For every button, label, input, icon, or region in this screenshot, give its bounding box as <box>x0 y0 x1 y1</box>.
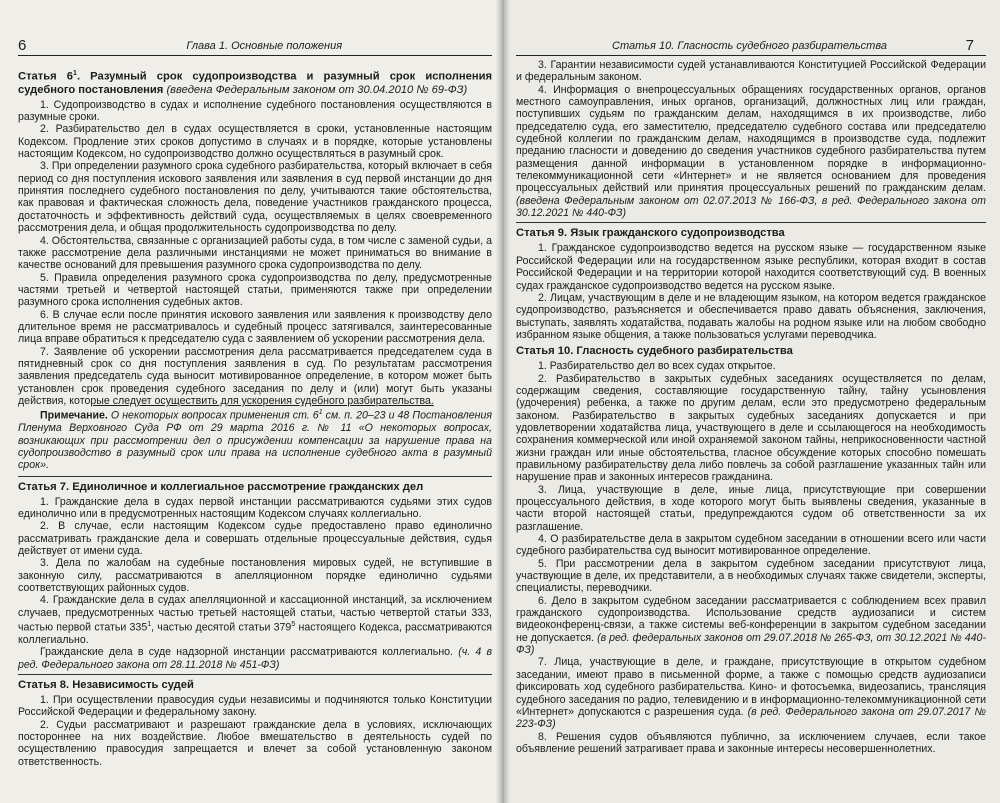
article-8-para-4 <box>516 84 986 220</box>
article-7-para-5-amend: (ч. 4 в ред. Федерального закона от 28.11.2018 № 451-ФЗ) <box>18 646 493 671</box>
note-label: Примечание. <box>40 409 108 422</box>
article-10-para-1: 1. Разбирательство дел во всех судах открытое. <box>538 360 776 373</box>
article-9-heading: Статья 9. Язык гражданского судопроизводства <box>516 227 785 240</box>
divider <box>516 222 986 223</box>
article-6-1-para-7-underlined: рые следует осуществить для ускорения судебного разбирательства. <box>90 394 434 407</box>
article-10-para-2: 2. Разбирательство в закрытых судебных заседаниях осуществляется по делам, содержащим сведения, составляющие государственную тайну, тайну усыновления (удочерения) ребенка, а также по другим делам, если это предусмотрено федеральным законом. Разбирательство в закрытых судебных заседаниях допускается и при удовлетворении ходатайства лица, участвующего в деле и ссылающегося на необходимость сохранения коммерческой или иной охраняемой законом тайны, неприкосновенности частной жизни граждан или иные обстоятельства, гласное обсуждение которых способно помешать правильному разбирательству дела либо повлечь за собой разглашение указанных тайн или нарушение прав и законных интересов гражданина. <box>516 372 986 484</box>
article-6-1-heading-rest: . Разумный срок судопроизводства и разумный срок исполнения судебного постановления <box>18 70 492 96</box>
article-10-heading: Статья 10. Гласность судебного разбирательства <box>516 345 793 358</box>
divider <box>18 674 492 675</box>
article-7-heading: Статья 7. Единоличное и коллегиальное рассмотрение гражданских дел <box>18 480 424 493</box>
note-text-b: см. п. 20–23 и 48 Постановления Пленума Верховного Суда РФ от 29 марта 2016 г. № 11 «О некоторых вопросах, возникающих при рассмотрении дел о присуждении компенсации за нарушение права на судопроизводство в разумный срок или права на исполнение судебного акта в разумный срок». <box>18 409 492 472</box>
article-6-1-para-5: 5. Правила определения разумного срока судопроизводства по делу, предусмотренные частями третьей и четвертой настоящей статьи, применяются также при определении разумного срока исполнения судебных актов. <box>18 271 492 309</box>
article-10-para-6 <box>516 595 986 657</box>
article-10-para-5: 5. При рассмотрении дела в закрытом судебном заседании присутствуют лица, участвующие в деле, их представители, а в необходимых случаях также свидетели, эксперты, специалисты, переводчики. <box>516 557 986 595</box>
article-10-para-7-a: 7. Лица, участвующие в деле, и граждане, присутствующие в открытом судебном заседании, имеют право в письменной форме, а также с помощью средств аудиозаписи фиксировать ход судебного разбирательства. Кино- и фотосъемка, видеозапись, трансляция судебного заседания по радио, телевидению и в информационно-телекоммуникационной сети «Интернет» допускаются с разрешения суда. <box>516 656 986 718</box>
article-7-para-4-a: 4. Гражданские дела в судах апелляционной и кассационной инстанций, за исключением случаев, предусмотренных частью третьей настоящей статьи, частью четвертой статьи 333, частью первой статьи 335 <box>18 594 492 634</box>
page-number-right: 7 <box>965 36 974 54</box>
note-text-a: О некоторых вопросах применения ст. 6 <box>107 409 319 422</box>
article-10-para-6-amend: (в ред. федеральных законов от 29.07.2018 № 265-ФЗ, от 30.12.2021 № 440-ФЗ) <box>516 631 986 657</box>
article-8-heading: Статья 8. Независимость судей <box>18 678 194 691</box>
note-sup: 1 <box>318 409 323 417</box>
article-8-para-4-a: 4. Информация о внепроцессуальных обращениях государственных органов, органов местного самоуправления, иных органов, организаций, должностных лиц или граждан, поступивших судьям по гражданским делам, находящимся в их производстве, либо председателю суда, его заместителю, председателю судебного состава или председателю судебной коллегии по гражданским делам, находящимся в производстве суда, подлежит преданию гласности и доведению до сведения участников судебного разбирательства путем размещения данной информации в установленном порядке в информационно-телекоммуникационной сети «Интернет» и не является основанием для проведения процессуальных действий или принятия процессуальных решений по гражданским делам. <box>516 83 986 195</box>
article-6-1-heading <box>18 67 492 97</box>
article-9-para-2: 2. Лицам, участвующим в деле и не владеющим языком, на котором ведется гражданское судопроизводство, разъясняется и обеспечивается право давать объяснения, заключения, выступать, заявлять ходатайства, подавать жалобы на родном языке или на любом свободно избранном языке общения, а также пользоваться услугами переводчика. <box>516 291 986 341</box>
article-7-para-5-a: Гражданские дела в суде надзорной инстанции рассматриваются коллегиально. <box>40 646 459 659</box>
article-6-1-para-4: 4. Обстоятельства, связанные с организацией работы суда, в том числе с заменой судьи, а также рассмотрение дела различными инстанциями не может приниматься во внимание в качестве оснований для превышения разумного срока судопроизводства по делу. <box>18 234 492 272</box>
article-6-1-para-7 <box>18 346 492 408</box>
article-6-1-heading-sup: 1 <box>73 70 77 77</box>
article-7-para-4 <box>18 594 492 646</box>
article-6-1-para-3: 3. При определении разумного срока судебного разбирательства, который включает в себя период со дня поступления искового заявления или заявления в суд первой инстанции до дня принятия последнего судебного постановления по делу, учитываются такие обстоятельства, как правовая и фактическая сложность дела, поведение участников гражданского процесса, достаточность и эффективность действий суда, осуществляемых в целях своевременного рассмотрения дела, и общая продолжительность судопроизводства по делу. <box>18 160 492 235</box>
article-9-para-1: 1. Гражданское судопроизводство ведется на русском языке — государственном языке Российской Федерации или на государственном языке республики, которая входит в состав Российской Федерации и на территории которой находится соответствующий суд. В военных судах гражданское судопроизводство ведется на русском языке. <box>516 242 986 292</box>
article-6-1-para-7-start: 7. Заявление об ускорении рассмотрения дела рассматривается председателем суда в пятидневный срок со дня поступления заявления в суд. По результатам рассмотрения заявления председатель суда выносит мотивированное определение, в котором может быть установлен срок проведения судебного заседания по делу и (или) могут быть указаны действия, кото <box>18 345 492 407</box>
article-10-para-7-amend: (в ред. Федерального закона от 29.07.2017 № 223-ФЗ) <box>516 705 986 731</box>
article-6-1-para-2: 2. Разбирательство дел в судах осуществляется в сроки, установленные настоящим Кодексом. Продление этих сроков допустимо в случаях и в порядке, которые установлены настоящим Кодексом, но судопроизводство должно осуществляться в разумный срок. <box>18 123 492 161</box>
left-page-content <box>18 56 492 768</box>
page-number-left: 6 <box>18 36 27 54</box>
article-10-para-8: 8. Решения судов объявляются публично, за исключением случаев, если такое объявление решений затрагивает права и законные интересы несовершеннолетних. <box>516 730 986 755</box>
article-7-para-2: 2. В случае, если настоящим Кодексом судье предоставлено право единолично рассматривать гражданские дела и совершать отдельные процессуальные действия, судья действует от имени суда. <box>18 520 492 557</box>
article-7-para-1: 1. Гражданские дела в судах первой инстанции рассматриваются судьями этих судов единолично или в предусмотренных настоящим Кодексом случаях коллегиально. <box>18 495 492 520</box>
article-10-para-6-a: 6. Дело в закрытом судебном заседании рассматривается с соблюдением всех правил гражданского судопроизводства. Использование средств аудиозаписи и систем видеоконференц-связи, а также системы веб-конференции в закрытом судебном заседании не допускается. <box>516 594 986 644</box>
article-8-para-2: 2. Судьи рассматривают и разрешают гражданские дела в условиях, исключающих постороннее на них воздействие. Любое вмешательство в деятельность судей по осуществлению правосудия запрещается и влечет за собой установленную законом ответственность. <box>18 718 492 768</box>
running-head-title-left: Глава 1. Основные положения <box>186 39 343 52</box>
book-gutter-shadow <box>496 0 510 803</box>
article-6-1-heading-text: Статья 6 <box>18 70 74 83</box>
article-10-para-7 <box>516 656 986 730</box>
article-7-para-5 <box>18 646 492 671</box>
article-7-para-4-sup1: 1 <box>147 621 152 629</box>
article-8-para-1: 1. При осуществлении правосудия судьи независимы и подчиняются только Конституции Российской Федерации и федеральному закону. <box>18 693 492 719</box>
article-6-1-para-6: 6. В случае если после принятия искового заявления или заявления к производству дело длительное время не рассматривалось и судебный процесс затягивался, заинтересованные лица вправе обратиться к председателю суда с заявлением об ускорении рассмотрения дела. <box>18 308 492 346</box>
article-6-1-heading-amend: (введена Федеральным законом от 30.04.2010 № 69-ФЗ) <box>166 83 468 96</box>
article-7-para-4-sup2: 5 <box>291 621 296 629</box>
right-page-content <box>516 56 986 755</box>
article-6-1-note <box>18 407 492 476</box>
article-7-para-3: 3. Дела по жалобам на судебные постановления мировых судей, не вступившие в законную силу, рассматриваются в апелляционном порядке единолично судьями соответствующих районных судов. <box>18 557 492 594</box>
right-page <box>502 0 1000 803</box>
article-10-para-4: 4. О разбирательстве дела в закрытом судебном заседании в отношении всего или части судебного разбирательства суд выносит мотивированное определение. <box>516 533 986 558</box>
article-7-para-4-b: , частью десятой статьи 379 <box>151 621 292 634</box>
article-10-para-3: 3. Лица, участвующие в деле, иные лица, присутствующие при совершении процессуального действия, в ходе которого могут быть выявлены сведения, указанные в части второй настоящей статьи, предупреждаются судом об ответственности за их разглашение. <box>516 483 986 533</box>
running-head-left <box>18 30 492 56</box>
article-8-para-4-amend: (введена Федеральным законом от 02.07.2013 № 166-ФЗ, в ред. Федерального закона от 30.12.2021 № 440-ФЗ) <box>516 194 986 220</box>
article-8-para-3: 3. Гарантии независимости судей устанавливаются Конституцией Российской Федерации и федеральным законом. <box>516 59 986 84</box>
article-7-para-4-c: настоящего Кодекса, рассматриваются коллегиально. <box>18 621 492 646</box>
article-6-1-para-1: 1. Судопроизводство в судах и исполнение судебного постановления осуществляются в разумные сроки. <box>18 98 492 124</box>
running-head-right <box>516 30 986 56</box>
running-head-title-right: Статья 10. Гласность судебного разбирательства <box>612 39 887 52</box>
